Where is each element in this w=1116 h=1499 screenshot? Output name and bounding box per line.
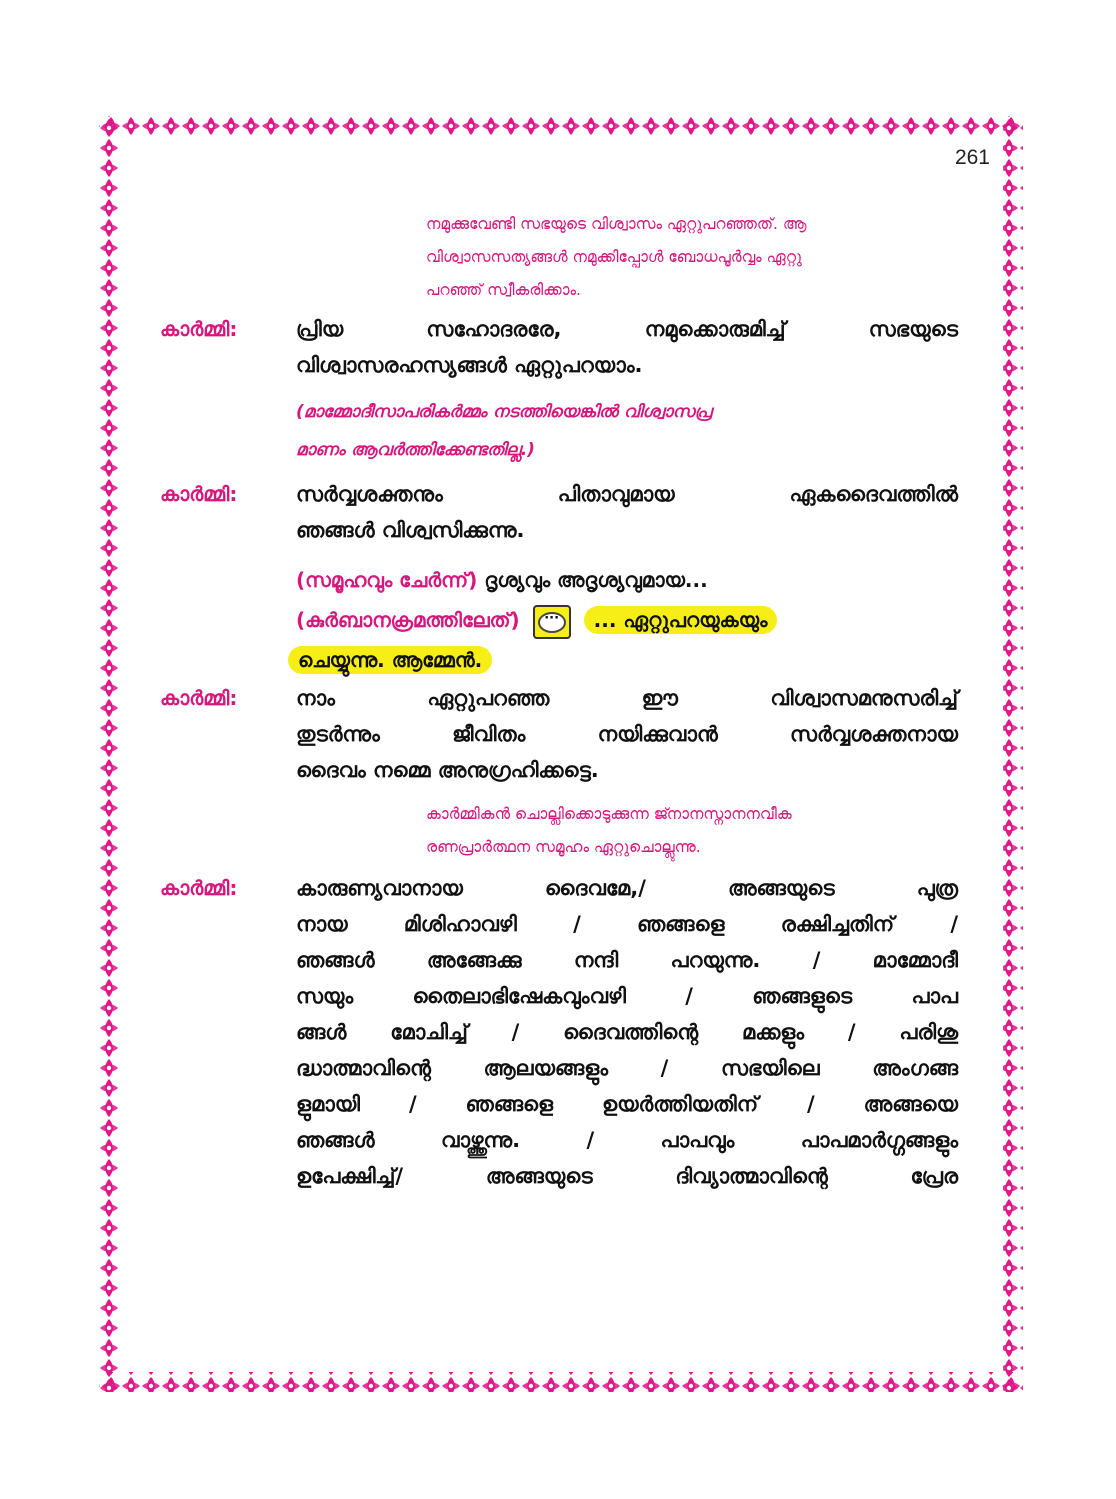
celebrant-text (296, 311, 958, 383)
celebrant-text (296, 476, 958, 548)
text-line: സയും തൈലാഭിഷേകവുംവഴി / ഞങ്ങളുടെ പാപ (296, 984, 958, 1008)
text-line: സർവ്വശക്തനും പിതാവുമായ ഏകദൈവത്തിൽ (296, 482, 958, 506)
speaker-label: കാർമ്മി: (160, 317, 238, 341)
response-line (296, 600, 958, 640)
rubric-line: നമുക്കുവേണ്ടി സഭയുടെ വിശ്വാസം ഏറ്റുപറഞ്ഞത്. ആ (426, 215, 807, 233)
text-line: വിശ്വാസരഹസ്യങ്ങൾ ഏറ്റുപറയാം. (296, 353, 643, 377)
speaker-label: കാർമ്മി: (160, 876, 238, 900)
speaker-label: കാർമ്മി: (160, 686, 238, 710)
text-line: ഞങ്ങൾ വാഴ്ത്തുന്നു. / പാപവും പാപമാർഗ്ഗങ്ങളും (296, 1128, 958, 1152)
response-line (288, 640, 958, 680)
rubric-inline: (കുർബാനക്രമത്തിലേത്) (296, 608, 520, 632)
page-number: 261 (954, 146, 990, 169)
text-line: ളുമായി / ഞങ്ങളെ ഉയർത്തിയതിന് / അങ്ങയെ (296, 1092, 958, 1116)
speech-bubble-icon[interactable]: ··· (533, 605, 571, 639)
highlighted-text: ചെയ്യുന്നു. ആമ്മേൻ. (288, 646, 492, 674)
text-line: ഞങ്ങൾ അങ്ങേക്കു നന്ദി പറയുന്നു. / മാമ്മോദീ (296, 948, 958, 972)
rubric-line: (മാമ്മോദീസാപരികർമ്മം നടത്തിയെങ്കിൽ വിശ്വാസപ്ര (296, 402, 712, 422)
highlighted-text: ... ഏറ്റുപറയുകയും (584, 606, 778, 634)
text-line: ദൈവം നമ്മെ അനുഗ്രഹിക്കട്ടെ. (296, 758, 599, 782)
rubric-line: കാർമ്മികൻ ചൊല്ലിക്കൊടുക്കുന്ന ജ്നാനസ്നാനനവീക (426, 805, 792, 823)
rubric-line: രണപ്രാർത്ഥന സമൂഹം ഏറ്റുചൊല്ലുന്നു. (426, 838, 701, 856)
text-line: നാം ഏറ്റുപറഞ്ഞ ഈ വിശ്വാസമനുസരിച്ച് (296, 686, 958, 710)
response-line (296, 560, 958, 600)
celebrant-text (296, 680, 958, 788)
rubric-line: പറഞ്ഞ് സ്വീകരിക്കാം. (426, 281, 581, 299)
text-line: പ്രിയ സഹോദരരേ, നമുക്കൊരുമിച്ച് സഭയുടെ (296, 317, 958, 341)
text-line: ങ്ങൾ മോചിച്ച് / ദൈവത്തിന്റെ മക്കളും / പരിശു (296, 1020, 958, 1044)
text-line: ദ്ധാത്മാവിന്റെ ആലയങ്ങളും / സഭയിലെ അംഗങ്ങ (296, 1056, 958, 1080)
congregation-response (296, 560, 958, 680)
text-line: കാരുണ്യവാനായ ദൈവമേ,/ അങ്ങയുടെ പുത്ര (296, 876, 958, 900)
rubric-intro (426, 208, 958, 307)
text-line: നായ മിശിഹാവഴി / ഞങ്ങളെ രക്ഷിച്ചതിന് / (296, 912, 958, 936)
speaker-label: കാർമ്മി: (160, 482, 238, 506)
text-line: തുടർന്നും ജീവിതം നയിക്കുവാൻ സർവ്വശക്തനായ (296, 722, 958, 746)
response-text: ദൃശ്യവും അദൃശ്യവുമായ... (484, 568, 708, 592)
rubric-instruction (426, 798, 958, 864)
rubric-line: വിശ്വാസസത്യങ്ങൾ നമുക്കിപ്പോൾ ബോധപൂർവ്വം ഏറ്റു (426, 248, 802, 266)
text-line: ഞങ്ങൾ വിശ്വസിക്കുന്നു. (296, 518, 525, 542)
rubric-inline: (സമൂഹവും ചേർന്ന്) (296, 568, 478, 592)
celebrant-prayer (296, 870, 958, 1194)
rubric-line: മാണം ആവർത്തിക്കേണ്ടതില്ല.) (296, 440, 535, 460)
text-line: ഉപേക്ഷിച്ച്/ അങ്ങയുടെ ദിവ്യാത്മാവിന്റെ പ്രേര (296, 1164, 958, 1188)
rubric-note (296, 393, 958, 469)
